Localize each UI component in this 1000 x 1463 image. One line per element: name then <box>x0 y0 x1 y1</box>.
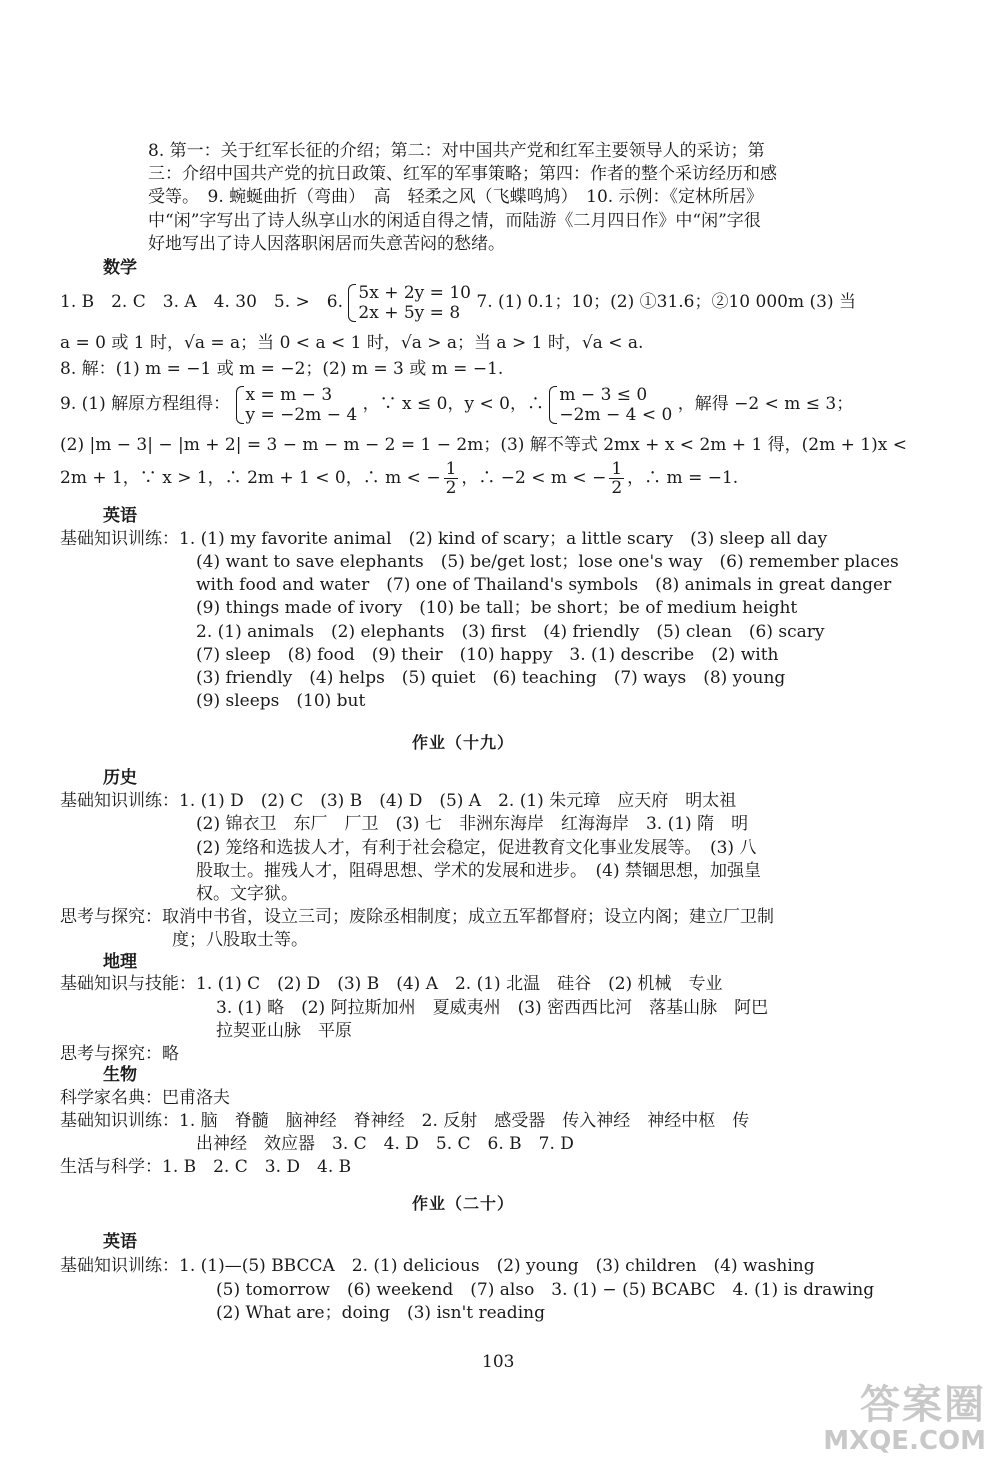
paragraph-line: 三：介绍中国共产党的抗日政策、红军的军事策略；第四：作者的整个采访经历和感 <box>148 164 777 184</box>
history-line: 基础知识训练：1. (1) D (2) C (3) B (4) D (5) A 2. (1) 朱元璋 应天府 明太祖 <box>60 791 737 811</box>
paragraph-line: 受等。 9. 蜿蜒曲折（弯曲） 高 轻柔之风（飞蝶鸣鸠） 10. 示例：《定林所居》 <box>148 187 764 207</box>
math-text: 2m + 1，∵ x > 1，∴ 2m + 1 < 0，∴ m < − <box>60 468 441 488</box>
math-line-1 <box>60 280 856 324</box>
section-heading-geography: 地理 <box>103 952 137 972</box>
english-line: 基础知识训练：1. (1) my favorite animal (2) kind of scary；a little scary (3) sleep all day <box>60 529 828 549</box>
english-line: (2) What are；doing (3) isn't reading <box>216 1303 545 1323</box>
history-line: (2) 笼络和选拔人才，有利于社会稳定，促进教育文化事业发展等。 (3) 八 <box>196 838 757 858</box>
math-text: ，解得 −2 < m ≤ 3； <box>677 394 854 414</box>
history-line: 度；八股取士等。 <box>172 930 308 950</box>
section-heading-english: 英语 <box>103 1232 137 1252</box>
geography-line: 拉契亚山脉 平原 <box>216 1021 352 1041</box>
geography-line: 3. (1) 略 (2) 阿拉斯加州 夏威夷州 (3) 密西西比河 落基山脉 阿巴 <box>216 998 769 1018</box>
history-line: 权。文字狱。 <box>196 884 298 904</box>
paragraph-line: 8. 第一：关于红军长征的介绍；第二：对中国共产党和红军主要领导人的采访；第 <box>148 141 765 161</box>
biology-line: 生活与科学：1. B 2. C 3. D 4. B <box>60 1157 352 1177</box>
english-line: (4) want to save elephants (5) be/get lost；lose one's way (6) remember places <box>196 552 899 572</box>
math-text: ，∴ m = −1. <box>627 468 739 488</box>
math-line-4 <box>60 382 853 426</box>
paragraph-line: 中“闲”字写出了诗人纵享山水的闲适自得之情，而陆游《二月四日作》中“闲”字很 <box>148 211 761 231</box>
history-line: 思考与探究：取消中书省，设立三司；废除丞相制度；成立五军都督府；设立内阁；建立厂卫制 <box>60 907 774 927</box>
geography-line: 思考与探究：略 <box>60 1044 179 1064</box>
english-line: 2. (1) animals (2) elephants (3) first (4) friendly (5) clean (6) scary <box>196 622 825 642</box>
english-line: (9) things made of ivory (10) be tall；be short；be of medium height <box>196 598 798 618</box>
homework-title: 作业（二十） <box>412 1194 515 1213</box>
english-line: with food and water (7) one of Thailand's symbols (8) animals in great danger <box>196 575 892 595</box>
math-line-3: 8. 解：(1) m = −1 或 m = −2；(2) m = 3 或 m = −1. <box>60 359 504 379</box>
fraction: $\frac{1}{2}$ <box>611 459 623 498</box>
section-heading-history: 历史 <box>103 768 137 788</box>
biology-line: 基础知识训练：1. 脑 脊髓 脑神经 脊神经 2. 反射 感受器 传入神经 神经中枢 传 <box>60 1111 750 1131</box>
english-line: (3) friendly (4) helps (5) quiet (6) teaching (7) ways (8) young <box>196 668 786 688</box>
watermark-logo <box>823 1383 986 1455</box>
geography-line: 基础知识与技能：1. (1) C (2) D (3) B (4) A 2. (1) 北温 硅谷 (2) 机械 专业 <box>60 974 723 994</box>
equation-row: −2m − 4 < 0 <box>559 404 673 425</box>
math-text: 7. (1) 0.1；10；(2) ①31.6；②10 000m (3) 当 <box>476 292 856 312</box>
math-line-6 <box>60 458 738 498</box>
math-text: ，∵ x ≤ 0，y < 0，∴ <box>362 394 544 414</box>
equation-row: m − 3 ≤ 0 <box>559 384 648 405</box>
math-text: ，∴ −2 < m < − <box>461 468 607 488</box>
english-line: (5) tomorrow (6) weekend (7) also 3. (1) − (5) BCABC 4. (1) is drawing <box>216 1280 875 1300</box>
math-line-2: a = 0 或 1 时，√a = a；当 0 < a < 1 时，√a > a；当 a > 1 时，√a < a. <box>60 333 644 353</box>
history-line: (2) 锦衣卫 东厂 厂卫 (3) 七 非洲东海岸 红海海岸 3. (1) 隋 明 <box>196 814 749 834</box>
page-number: 103 <box>482 1352 515 1372</box>
section-heading-biology: 生物 <box>103 1065 137 1085</box>
history-line: 股取士。摧残人才，阻碍思想、学术的发展和进步。 (4) 禁锢思想，加强皇 <box>196 861 761 881</box>
fraction: $\frac{1}{2}$ <box>445 459 457 498</box>
equation-row: x = m − 3 <box>245 384 333 405</box>
section-heading-english: 英语 <box>103 506 137 526</box>
equation-row: 2x + 5y = 8 <box>358 302 461 323</box>
math-line-5: (2) |m − 3| − |m + 2| = 3 − m − m − 2 = 1 − 2m；(3) 解不等式 2mx + x < 2m + 1 得，(2m + 1)x < <box>60 435 907 455</box>
section-heading-math: 数学 <box>103 258 137 278</box>
biology-line: 科学家名典：巴甫洛夫 <box>60 1088 230 1108</box>
biology-line: 出神经 效应器 3. C 4. D 5. C 6. B 7. D <box>196 1134 574 1154</box>
english-line: 基础知识训练：1. (1)—(5) BBCCA 2. (1) delicious (2) young (3) children (4) washing <box>60 1256 815 1276</box>
math-text: 1. B 2. C 3. A 4. 30 5. > 6. <box>60 292 343 312</box>
watermark-url: MXQE.COM <box>823 1426 986 1456</box>
math-text: 9. (1) 解原方程组得： <box>60 394 231 414</box>
paragraph-line: 好地写出了诗人因落职闲居而失意苦闷的愁绪。 <box>148 234 505 254</box>
english-line: (7) sleep (8) food (9) their (10) happy 3. (1) describe (2) with <box>196 645 779 665</box>
homework-title: 作业（十九） <box>412 733 515 752</box>
equation-system-6 <box>348 283 471 323</box>
english-line: (9) sleeps (10) but <box>196 691 366 711</box>
watermark-text: 答案圈 <box>860 1382 986 1428</box>
equation-system-9b <box>549 385 672 425</box>
equation-row: y = −2m − 4 <box>245 404 358 425</box>
equation-system-9a <box>236 385 358 425</box>
equation-row: 5x + 2y = 10 <box>358 282 471 303</box>
